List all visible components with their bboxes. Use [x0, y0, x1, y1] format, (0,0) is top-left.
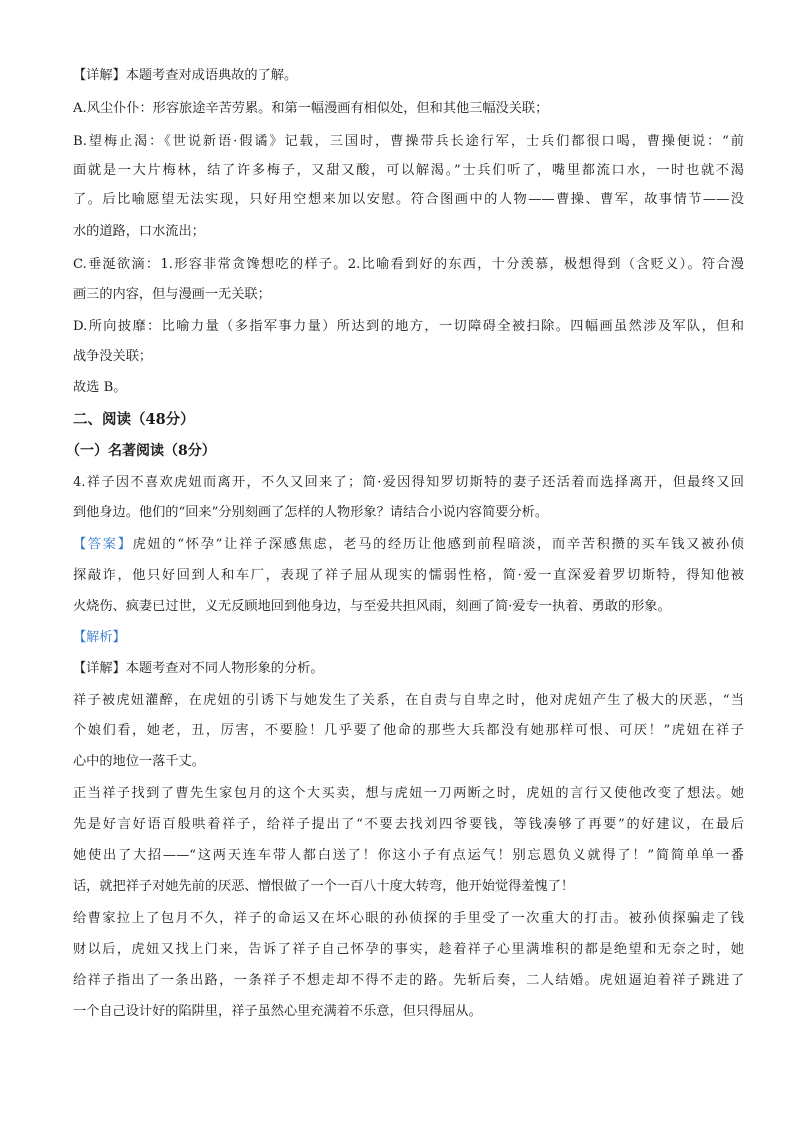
- q4-answer-line-1: [73, 535, 744, 555]
- q3-option-b-line-4: 水的道路，口水流出；: [73, 224, 205, 239]
- q3-option-a: A.风尘仆仆：形容旅途辛苦劳累。和第一幅漫画有相似处，但和其他三幅没关联；: [73, 101, 549, 116]
- q4-para2-line-2: 先是好言好语百般哄着祥子，给祥子提出了“不要去找刘四爷要钱，等钱凑够了再要”的好建议，在最后: [73, 817, 744, 832]
- q4-para2-line-4: 话，就把祥子对她先前的厌恶、憎恨做了一个一百八十度大转弯，他开始觉得羞愧了！: [73, 879, 575, 894]
- q4-para2-line-1: 正当祥子找到了曹先生家包月的这个大买卖，想与虎妞一刀两断之时，虎妞的言行又使他改变了想法。她: [73, 786, 744, 801]
- q3-option-b-line-2: 面就是一大片梅林，结了许多梅子，又甜又酸，可以解渴。”士兵们听了，嘴里都流口水，一时也就不渴: [73, 163, 744, 178]
- q4-para1-line-1: 祥子被虎妞灌醉，在虎妞的引诱下与她发生了关系，在自责与自卑之时，他对虎妞产生了极大的厌恶，“当: [73, 693, 744, 708]
- q3-option-b-line-1: B.望梅止渴：《世说新语·假谲》记载，三国时，曹操带兵长途行军，士兵们都很口喝，曹操便说：“前: [73, 134, 744, 149]
- answer-label: 【答案】: [73, 537, 133, 552]
- q3-choice: 故选 B。: [73, 380, 127, 395]
- q4-question-line-2: 到他身边。他们的“回来”分别刻画了怎样的人物形象？请结合小说内容简要分析。: [73, 505, 549, 520]
- q4-para1-line-3: 心中的地位一落千丈。: [73, 754, 205, 769]
- q4-para3-line-2: 财以后，虎妞又找上门来，告诉了祥子自己怀孕的事实，趁着祥子心里满堆积的都是绝望和无奈之时，她: [73, 942, 744, 957]
- q3-option-d-line-2: 战争没关联；: [73, 349, 153, 364]
- q3-option-c-line-1: C.垂涎欲滴：1.形容非常贪馋想吃的样子。2.比喻看到好的东西，十分羡慕，极想得到（含贬义）。符合漫: [73, 257, 744, 272]
- q4-detail: 【详解】本题考查对不同人物形象的分析。: [73, 661, 324, 676]
- q3-option-b-line-3: 了。后比喻愿望无法实现，只好用空想来加以安慰。符合图画中的人物——曹操、曹军，故事情节——没: [73, 192, 744, 207]
- q4-answer-text-1: 虎妞的“怀孕”让祥子深感焦虑，老马的经历让他感到前程暗淡，而辛苦积攒的买车钱又被孙侦: [132, 537, 744, 552]
- q4-para1-line-2: 个娘们看，她老，丑，厉害，不要脸！几乎要了他命的那些大兵都没有她那样可恨、可厌！”虎妞在祥子: [73, 723, 744, 738]
- q4-para3-line-1: 给曹家拉上了包月不久，祥子的命运又在坏心眼的孙侦探的手里受了一次重大的打击。被孙侦探骗走了钱: [73, 911, 744, 926]
- q3-option-c-line-2: 画三的内容，但与漫画一无关联；: [73, 287, 271, 302]
- section-title: 二、阅读（48分）: [73, 411, 195, 428]
- q4-para3-line-3: 给祥子指出了一条出路，一条祥子不想走却不得不走的路。先斩后奏，二人结婚。虎妞逼迫着祥子跳进了: [73, 973, 744, 988]
- q4-answer-line-3: 火烧伤、疯妻已过世，义无反顾地回到他身边，与至爱共担风雨，刻画了简·爱专一执着、勇敢的形象。: [73, 599, 671, 614]
- q3-detail: 【详解】本题考查对成语典故的了解。: [73, 68, 298, 83]
- q3-option-d-line-1: D.所向披靡：比喻力量（多指军事力量）所达到的地方，一切障碍全被扫除。四幅画虽然涉及军队，但和: [73, 319, 744, 334]
- q4-answer-line-2: 探敲诈，他只好回到人和车厂，表现了祥子屈从现实的懦弱性格，简·爱一直深爱着罗切斯特，得知他被: [73, 568, 744, 583]
- subsection-title: （一）名著阅读（8分）: [66, 443, 216, 459]
- q4-para2-line-3: 她使出了大招——“这两天连车带人都白送了！你这小子有点运气！别忘恩负义就得了！”简简单单一番: [73, 848, 744, 863]
- analysis-label: 【解析】: [73, 630, 126, 645]
- q4-question-line-1: 4.祥子因不喜欢虎妞而离开，不久又回来了；简·爱因得知罗切斯特的妻子还活着而选择离开，但最终又回: [73, 475, 744, 490]
- q4-para3-line-4: 一个自己设计好的陷阱里，祥子虽然心里充满着不乐意，但只得屈从。: [73, 1004, 482, 1019]
